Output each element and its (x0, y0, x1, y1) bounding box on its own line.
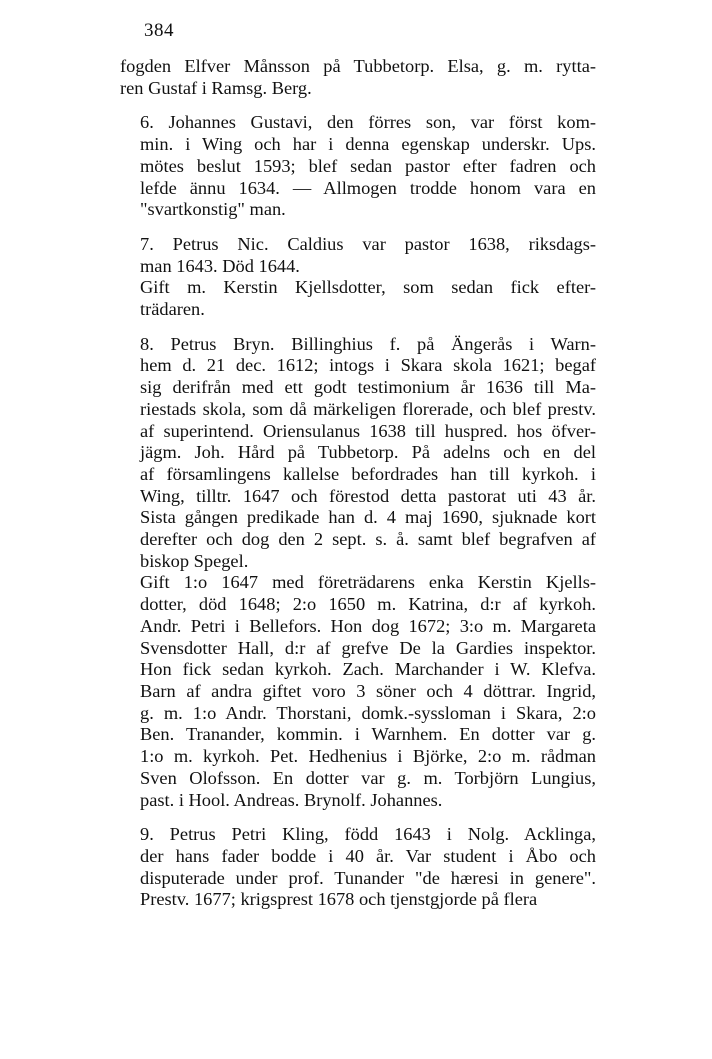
text-line: Gift m. Kerstin Kjellsdotter, som sedan fick efter- (140, 277, 596, 298)
paragraph-p9 (120, 824, 596, 911)
text-line: "svartkonstig" man. (140, 199, 286, 220)
text-line: Barn af andra giftet voro 3 söner och 4 döttrar. Ingrid, (140, 680, 596, 701)
paragraph-p0 (120, 56, 596, 99)
text-line: past. i Hool. Andreas. Brynolf. Johannes. (140, 789, 443, 810)
text-line: g. m. 1:o Andr. Thorstani, domk.-syssloman i Skara, 2:o (140, 702, 596, 723)
text-line: Prestv. 1677; krigsprest 1678 och tjenstgjorde på flera (140, 889, 538, 910)
text-line: Wing, tilltr. 1647 och förestod detta pastorat uti 43 år. (140, 485, 596, 506)
text-line: hem d. 21 dec. 1612; intogs i Skara skola 1621; begaf (140, 355, 596, 376)
paragraph-p8b (120, 572, 596, 811)
text-line: 6. Johannes Gustavi, den förres son, var först kom- (140, 112, 596, 133)
text-line: 1:o m. kyrkoh. Pet. Hedhenius i Björke, 2:o m. rådman (140, 746, 596, 767)
text-line: af församlingens kallelse befordrades han till kyrkoh. i (140, 463, 596, 484)
text-line: man 1643. Död 1644. (140, 255, 300, 276)
text-line: Svensdotter Hall, d:r af grefve De la Gardies inspektor. (140, 637, 596, 658)
text-line: 7. Petrus Nic. Caldius var pastor 1638, riksdags- (140, 233, 596, 254)
text-line: Sista gången predikade han d. 4 maj 1690, sjuknade kort (140, 507, 596, 528)
text-line: sig derifrån med ett godt testimonium år 1636 till Ma- (140, 377, 596, 398)
text-line: lefde ännu 1634. — Allmogen trodde honom vara en (140, 177, 596, 198)
text-line: trädaren. (140, 299, 205, 320)
text-line: min. i Wing och har i denna egenskap underskr. Ups. (140, 134, 596, 155)
text-line: Sven Olofsson. En dotter var g. m. Torbjörn Lungius, (140, 767, 596, 788)
text-line: dotter, död 1648; 2:o 1650 m. Katrina, d:r af kyrkoh. (140, 594, 596, 615)
text-line: derefter och dog den 2 sept. s. å. samt blef begrafven af (140, 529, 596, 550)
text-line: fogden Elfver Månsson på Tubbetorp. Elsa, g. m. rytta- (120, 56, 596, 76)
text-line: biskop Spegel. (140, 550, 249, 571)
paragraph-p8 (120, 334, 596, 573)
text-line: ren Gustaf i Ramsg. Berg. (120, 77, 312, 98)
page-number: 384 (144, 20, 174, 41)
text-line: Hon fick sedan kyrkoh. Zach. Marchander i W. Klefva. (140, 659, 596, 680)
paragraph-p6 (120, 112, 596, 221)
paragraph-p7b (120, 277, 596, 320)
text-line: 9. Petrus Petri Kling, född 1643 i Nolg. Acklinga, (140, 824, 596, 845)
body-text (120, 56, 596, 924)
text-line: Ben. Tranander, kommin. i Warnhem. En dotter var g. (140, 724, 596, 745)
text-line: der hans fader bodde i 40 år. Var student i Åbo och (140, 845, 596, 866)
text-line: 8. Petrus Bryn. Billinghius f. på Ängerås i Warn- (140, 333, 596, 354)
text-line: Gift 1:o 1647 med företrädarens enka Kerstin Kjells- (140, 572, 596, 593)
paragraph-p7 (120, 234, 596, 277)
text-line: mötes beslut 1593; blef sedan pastor efter fadren och (140, 155, 596, 176)
text-line: riestads skola, som då märkeligen florerade, och blef prestv. (140, 398, 596, 419)
text-line: af superintend. Oriensulanus 1638 till huspred. hos öfver- (140, 420, 596, 441)
text-line: disputerade under prof. Tunander "de hæresi in genere". (140, 867, 596, 888)
text-line: jägm. Joh. Hård på Tubbetorp. På adelns och en del (140, 442, 596, 463)
text-line: Andr. Petri i Bellefors. Hon dog 1672; 3:o m. Margareta (140, 615, 596, 636)
